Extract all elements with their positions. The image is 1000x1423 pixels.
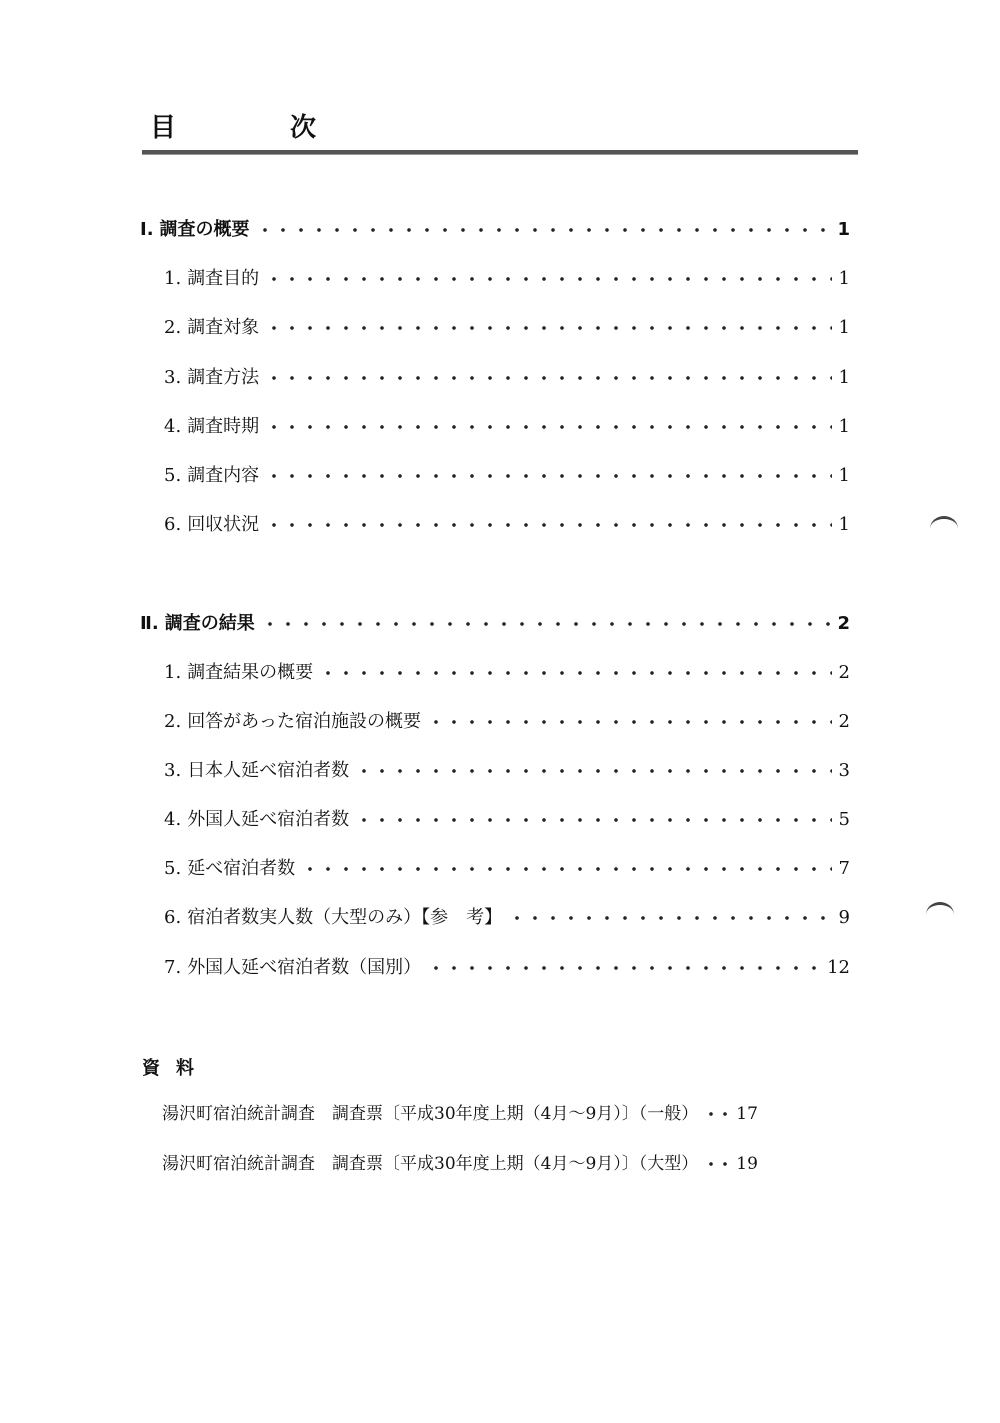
toc-page-number: 7: [838, 858, 850, 879]
toc-page-number: 3: [838, 760, 850, 781]
toc-dot-leader: [425, 707, 832, 737]
toc-item-number: 3.: [164, 367, 182, 388]
toc-item-label: 外国人延べ宿泊者数（国別）: [187, 957, 422, 978]
toc-section-label: 調査の結果: [164, 613, 255, 634]
toc-item-label: 調査方法: [187, 367, 260, 388]
toc-page-number: 5: [838, 809, 850, 830]
toc-dot-leader: [702, 1099, 732, 1129]
materials-heading: 資料: [142, 1058, 210, 1079]
toc-item-label: 調査内容: [187, 465, 260, 486]
toc-item-number: 2.: [164, 711, 182, 732]
toc-section-number: Ⅱ.: [140, 613, 159, 634]
toc-item-label: 調査時期: [187, 416, 260, 437]
toc-page-number: 9: [838, 907, 850, 928]
toc-dot-leader: [263, 363, 832, 393]
material-item[interactable]: [162, 1099, 852, 1129]
toc-page-number: 2: [838, 711, 850, 732]
toc-item-label: 回収状況: [187, 514, 260, 535]
title-rule: [142, 150, 858, 155]
toc-item[interactable]: [140, 805, 850, 835]
toc-item[interactable]: [140, 707, 850, 737]
toc-section-1[interactable]: [140, 215, 850, 245]
toc-item-label: 外国人延べ宿泊者数: [187, 809, 350, 830]
toc-item[interactable]: [140, 313, 850, 343]
toc-dot-leader: [263, 510, 832, 540]
toc-item-number: 3.: [164, 760, 182, 781]
toc-item-label: 調査結果の概要: [187, 662, 314, 683]
toc-item[interactable]: [140, 658, 850, 688]
material-label: 湯沢町宿泊統計調査 調査票〔平成30年度上期（4月～9月）〕（大型）: [162, 1154, 699, 1174]
material-item[interactable]: [162, 1149, 852, 1179]
toc-page-number: 1: [838, 317, 850, 338]
toc-item[interactable]: [140, 264, 850, 294]
toc-dot-leader: [259, 609, 832, 639]
toc-item-number: 2.: [164, 317, 182, 338]
toc-item-label: 延べ宿泊者数: [187, 858, 296, 879]
toc-page-number: 2: [837, 613, 850, 634]
toc-item[interactable]: [140, 903, 850, 933]
toc-section-label: 調査の概要: [159, 219, 250, 240]
material-label: 湯沢町宿泊統計調査 調査票〔平成30年度上期（4月～9月）〕（一般）: [162, 1104, 699, 1124]
toc-page-number: 19: [736, 1154, 758, 1174]
toc-item[interactable]: [140, 953, 850, 983]
toc-section-number: Ⅰ.: [140, 219, 154, 240]
toc-page-number: 1: [838, 416, 850, 437]
toc-page-number: 2: [838, 662, 850, 683]
toc-page-number: 1: [838, 367, 850, 388]
toc-item[interactable]: [140, 363, 850, 393]
toc-page-number: 1: [837, 219, 850, 240]
toc-dot-leader: [263, 264, 832, 294]
toc-dot-leader: [299, 854, 832, 884]
toc-item-label: 回答があった宿泊施設の概要: [187, 711, 422, 732]
toc-dot-leader: [353, 756, 832, 786]
toc-page-number: 1: [838, 268, 850, 289]
toc-dot-leader: [263, 412, 832, 442]
toc-dot-leader: [353, 805, 832, 835]
toc-dot-leader: [317, 658, 832, 688]
toc-page-number: 12: [827, 957, 850, 978]
toc-page-number: 1: [838, 465, 850, 486]
toc-item-number: 1.: [164, 662, 182, 683]
toc-item-label: 調査対象: [187, 317, 260, 338]
toc-item-number: 4.: [164, 809, 182, 830]
toc-item-number: 6.: [164, 907, 182, 928]
toc-item-label: 宿泊者数実人数（大型のみ）【参 考】: [187, 907, 503, 928]
toc-item-label: 日本人延べ宿泊者数: [187, 760, 350, 781]
toc-dot-leader: [425, 953, 823, 983]
toc-item-number: 6.: [164, 514, 182, 535]
toc-item[interactable]: [140, 412, 850, 442]
page-title: 目 次: [150, 113, 361, 143]
toc-page-number: 17: [736, 1104, 758, 1124]
toc-dot-leader: [263, 461, 832, 491]
toc-item[interactable]: [140, 756, 850, 786]
toc-item-label: 調査目的: [187, 268, 260, 289]
toc-item[interactable]: [140, 510, 850, 540]
toc-item-number: 5.: [164, 465, 182, 486]
binder-hole-mark: [930, 516, 958, 541]
toc-dot-leader: [263, 313, 832, 343]
toc-dot-leader: [254, 215, 832, 245]
toc-item-number: 5.: [164, 858, 182, 879]
binder-hole-mark: [926, 902, 954, 927]
toc-dot-leader: [702, 1149, 732, 1179]
toc-item-number: 7.: [164, 957, 182, 978]
toc-item-number: 1.: [164, 268, 182, 289]
toc-dot-leader: [506, 903, 832, 933]
toc-item[interactable]: [140, 854, 850, 884]
toc-section-2[interactable]: [140, 609, 850, 639]
toc-item-number: 4.: [164, 416, 182, 437]
toc-page-number: 1: [838, 514, 850, 535]
toc-item[interactable]: [140, 461, 850, 491]
